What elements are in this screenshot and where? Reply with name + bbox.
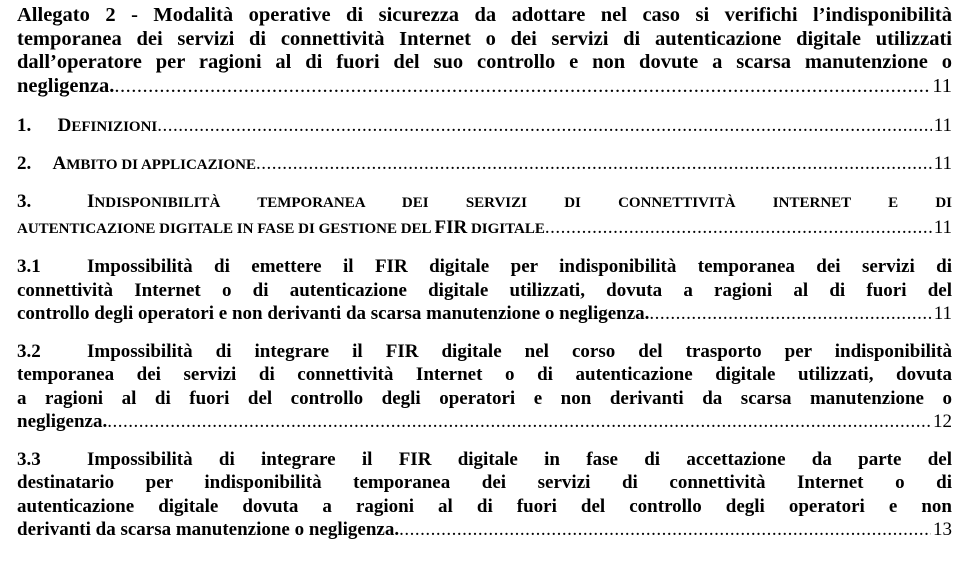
toc-entry-text: Impossibilità di integrare il FIR digitale nel corso del trasporto per indisponibilità [87, 340, 952, 362]
title-initial: I [87, 191, 95, 212]
page-number: 11 [933, 216, 952, 238]
dot-leader [157, 114, 931, 138]
title-part: AUTENTICAZIONE DIGITALE IN FASE DI GESTIONE DEL [17, 220, 435, 237]
section-number: 3. [17, 191, 32, 212]
toc-entry-line: dall’operatore per ragioni al di fuori del suo controllo e non dovute a scarsa manutenzione o [17, 51, 952, 73]
toc-entry-allegato-2[interactable] [17, 4, 952, 98]
title-part: DIGITALE [467, 220, 545, 237]
toc-entry-last-line [17, 114, 952, 140]
dot-leader [256, 152, 932, 176]
toc-entry-last-line [17, 302, 952, 326]
dot-leader [545, 216, 932, 240]
page-number: 11 [933, 152, 952, 174]
section-number: 3.2 [17, 340, 41, 362]
section-number: 3.1 [17, 256, 41, 277]
toc-entry-3-2[interactable] [17, 340, 952, 434]
toc-entry-last-line [17, 216, 952, 242]
toc-entry-text: Impossibilità di emettere il FIR digitale per indisponibilità temporanea dei servizi di [87, 256, 952, 277]
title-rest: NDISPONIBILITÀ TEMPORANEA DEI SERVIZI DI CONNETTIVITÀ INTERNET E DI [94, 195, 952, 211]
toc-entry-indisponibilita[interactable] [17, 190, 952, 241]
page-number: 11 [933, 115, 952, 136]
section-title [58, 114, 158, 140]
toc-entry-line: temporanea dei servizi di connettività Internet o di autenticazione digitale utilizzati, dovuta [17, 364, 952, 385]
toc-entry-line [17, 448, 952, 472]
title-initial: D [57, 115, 72, 136]
title-initial: A [52, 152, 67, 174]
toc-entry-text: derivanti da scarsa manutenzione o negligenza. [17, 519, 400, 540]
dot-leader [114, 75, 930, 99]
toc-entry-last-line [17, 410, 952, 434]
toc-entry-ambito[interactable] [17, 152, 952, 178]
toc-entry-last-line [17, 518, 952, 542]
section-title [52, 152, 256, 178]
page-number: 13 [933, 519, 952, 540]
title-acronym: FIR [434, 216, 468, 238]
title-rest: EFINIZIONI [71, 119, 158, 135]
toc-entry-line [17, 255, 952, 279]
toc-entry-3-1[interactable] [17, 255, 952, 326]
section-number: 3.3 [17, 448, 41, 470]
toc-entry-last-line [17, 152, 952, 178]
section-number: 1. [17, 115, 32, 136]
toc-entry-line: connettività Internet o di autenticazione digitale utilizzati, dovuta a ragioni al di fuori del [17, 279, 952, 301]
section-title-continued [17, 216, 545, 242]
toc-entry-text: Impossibilità di integrare il FIR digitale in fase di accettazione da parte del [87, 448, 952, 470]
toc-entry-3-3[interactable] [17, 448, 952, 542]
toc-entry-line: temporanea dei servizi di connettività Internet o dei servizi di autenticazione digitale utilizzati [17, 27, 952, 50]
toc-entry-line: a ragioni al di fuori del controllo degli operatori e non derivanti da scarsa manutenzione o [17, 387, 952, 409]
page-number: 11 [932, 74, 952, 97]
toc-entry-last-line [17, 75, 952, 99]
dot-leader [107, 410, 931, 434]
section-number: 2. [17, 152, 32, 174]
page-number: 11 [933, 303, 952, 324]
table-of-contents [17, 0, 952, 542]
toc-entry-line: destinatario per indisponibilità temporanea dei servizi di connettività Internet o di [17, 472, 952, 493]
dot-leader [399, 518, 931, 542]
toc-entry-definizioni[interactable] [17, 114, 952, 140]
dot-leader [649, 302, 931, 326]
title-rest: MBITO DI APPLICAZIONE [66, 156, 256, 173]
toc-entry-line: autenticazione digitale dovuta a ragioni al di fuori del controllo degli operatori e non [17, 495, 952, 517]
toc-entry-line [17, 340, 952, 364]
toc-entry-text: negligenza. [17, 411, 108, 432]
toc-entry-text: controllo degli operatori e non derivanti da scarsa manutenzione o negligenza. [17, 303, 650, 324]
page-number: 12 [933, 411, 952, 432]
toc-entry-line: Allegato 2 - Modalità operative di sicurezza da adottare nel caso si verifichi l’indisponibilità [17, 4, 952, 26]
toc-entry-text: negligenza. [17, 74, 115, 97]
toc-entry-line [17, 190, 952, 216]
